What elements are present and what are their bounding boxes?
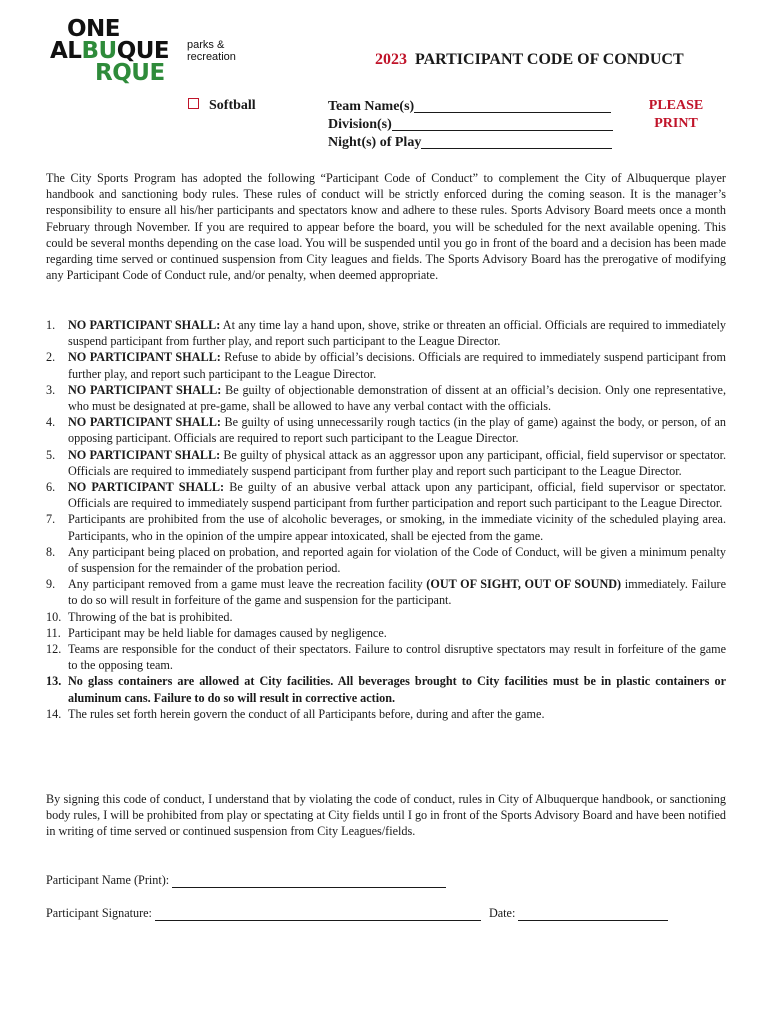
participant-name-input-line[interactable] xyxy=(172,875,446,888)
intro-paragraph: The City Sports Program has adopted the following “Participant Code of Conduct” to complement the City of Albuquerque player handbook and sanctioning body rules. These rules of conduct will be strictly enforced during the coming season. It is the manager’s responsibility to ensure all his/her participants and spectators know and adhere to these rules. Sports Advisory Board meets once a month February through November. If you are required to appear before the board, you will be scheduled for the next available opening. This could be several months depending on the case load. You will be suspended until you go in front of the board and a decision has been made regarding time served or continued suspension from City leagues and fields. The Sports Advisory Board has the prerogative of modifying any Participant Code of Conduct rule, and/or penalty, when deemed appropriate. xyxy=(46,171,726,283)
rule-text: Refuse to abide by official’s decisions. Officials are required to immediately suspend participant from further play, and report such participant to the League Director. xyxy=(68,350,726,381)
rule-number: 12. xyxy=(46,642,62,657)
title-text: PARTICIPANT CODE OF CONDUCT xyxy=(415,51,684,68)
rules-list xyxy=(46,317,726,722)
logo-subtitle xyxy=(187,39,236,63)
rule-text: Participant may be held liable for damages caused by negligence. xyxy=(68,625,387,640)
rule-text: Teams are responsible for the conduct of their spectators. Failure to control disruptive spectators may result in forfeiture of the game to the opposing team. xyxy=(68,642,726,673)
rule-lead: NO PARTICIPANT SHALL: xyxy=(68,447,221,462)
please-print-notice xyxy=(641,97,711,133)
rule-text: Throwing of the bat is prohibited. xyxy=(68,609,233,624)
rule-item xyxy=(46,349,726,381)
rule-item xyxy=(46,625,726,641)
date-input-line[interactable] xyxy=(518,908,668,921)
night-of-play-label: Night(s) of Play xyxy=(328,135,422,150)
rule-lead: NO PARTICIPANT SHALL: xyxy=(68,480,225,495)
sport-label: Softball xyxy=(209,98,256,113)
night-of-play-input-line[interactable] xyxy=(421,134,612,149)
division-label: Division(s) xyxy=(328,117,392,132)
rule-item xyxy=(46,317,726,349)
rule-item xyxy=(46,609,726,625)
rule-lead: NO PARTICIPANT SHALL: xyxy=(68,350,221,365)
rule-text-continued: immediately. Failure to do so will result in forfeiture of the game and suspension for the participant. xyxy=(68,577,727,608)
rule-item xyxy=(46,641,726,673)
rule-number: 11. xyxy=(46,625,61,640)
participant-signature-input-line[interactable] xyxy=(155,908,481,921)
rule-number: 10. xyxy=(46,609,62,624)
rule-item xyxy=(46,544,726,576)
closing-paragraph: By signing this code of conduct, I understand that by violating the code of conduct, rules in City of Albuquerque handbook, or sanctioning body rules, I will be prohibited from play or spectating at City fields until I go in front of the Sports Advisory Board and have been notified in writing of time served or continued suspension from City Leagues/fields. xyxy=(46,792,726,839)
participant-signature-row xyxy=(46,906,668,921)
one-albuquerque-logo xyxy=(50,18,260,90)
document-title xyxy=(375,51,684,69)
rule-item xyxy=(46,479,726,511)
please-text: PLEASE xyxy=(648,98,704,113)
rule-item xyxy=(46,382,726,414)
rule-number: 8. xyxy=(46,544,56,559)
participant-signature-label: Participant Signature: xyxy=(46,906,152,920)
rule-lead: NO PARTICIPANT SHALL: xyxy=(68,382,222,397)
rule-item xyxy=(46,447,726,479)
rule-number: 14. xyxy=(46,706,62,721)
logo-text-albuquerque xyxy=(50,40,169,62)
rule-text: Participants are prohibited from the use of alcoholic beverages, or smoking, in the immediate vicinity of the scheduled playing area. Participants, who in the opinion of the umpire appear intoxicated, shall be ejected from the game. xyxy=(68,512,726,543)
rule-number: 13. xyxy=(46,674,62,689)
logo-subtitle-line1: parks & xyxy=(187,39,225,51)
logo-text-que: QUE xyxy=(116,38,170,64)
logo-text-rque: RQUE xyxy=(95,60,165,86)
logo-text-al: AL xyxy=(50,38,82,64)
rule-number: 5. xyxy=(46,447,56,462)
rule-item xyxy=(46,706,726,722)
rule-number: 9. xyxy=(46,577,56,592)
rule-text: Be guilty of an abusive verbal attack upon any participant, official, field supervisor or spectator. Officials are required to immediately suspend participant from further participation and report such participant to the League Director. xyxy=(68,480,726,511)
rule-text: Be guilty of objectionable demonstration of dissent at an official’s decision. Only one representative, who must be designated at pre-game, shall be allowed to have any verbal contact with the officials. xyxy=(68,382,727,414)
rule-text: Be guilty of physical attack as an aggressor upon any participant, official, field supervisor or spectator. Officials are required to immediately suspend participant from further play and report such participant to the League Director. xyxy=(68,447,727,478)
rule-lead: NO PARTICIPANT SHALL: xyxy=(68,318,221,332)
rule-item xyxy=(46,511,726,543)
rule-text: The rules set forth herein govern the conduct of all Participants before, during and after the game. xyxy=(68,706,545,721)
softball-checkbox[interactable] xyxy=(188,98,199,109)
rule-text: Be guilty of using unnecessarily rough tactics (in the play of game) against the body, or person, of an opposing participant. Officials are required to report such participant to the League Director. xyxy=(68,415,726,446)
rule-number: 4. xyxy=(46,415,56,430)
rule-text: Any participant being placed on probation, and reported again for violation of the Code of Conduct, will be given a minimum penalty of suspension for the remainder of the probation period. xyxy=(68,544,726,576)
team-name-field xyxy=(328,98,613,116)
rule-item xyxy=(46,414,726,446)
print-text: PRINT xyxy=(654,116,698,131)
team-name-label: Team Name(s) xyxy=(328,99,415,114)
rule-text: No glass containers are allowed at City facilities. All beverages brought to City facilities must be in plastic containers or aluminum cans. Failure to do so will result in corrective action. xyxy=(68,674,726,705)
logo-text-bu: BU xyxy=(81,38,117,64)
rule-bold-phrase: (OUT OF SIGHT, OUT OF SOUND) xyxy=(426,577,622,592)
rule-item xyxy=(46,673,726,705)
division-input-line[interactable] xyxy=(392,116,613,131)
rule-number: 3. xyxy=(46,382,56,397)
participant-name-label: Participant Name (Print): xyxy=(46,873,170,887)
rule-text: At any time lay a hand upon, shove, strike or threaten an official. Officials are required to immediately suspend participant from further play, and report such participant to the League Director. xyxy=(68,318,726,349)
team-name-input-line[interactable] xyxy=(414,98,611,113)
participant-name-row xyxy=(46,873,446,888)
rule-item xyxy=(46,576,726,608)
sport-option xyxy=(188,98,256,114)
rule-text: Any participant removed from a game must leave the recreation facility xyxy=(68,577,427,592)
logo-text-one: ONE xyxy=(67,16,121,42)
rule-number: 6. xyxy=(46,480,56,495)
team-info-fields xyxy=(328,98,613,152)
rule-number: 7. xyxy=(46,512,56,527)
title-year: 2023 xyxy=(375,51,407,68)
logo-subtitle-line2: recreation xyxy=(187,51,236,63)
rule-number: 2. xyxy=(46,350,56,365)
night-of-play-field xyxy=(328,134,613,152)
rule-lead: NO PARTICIPANT SHALL: xyxy=(68,415,221,430)
division-field xyxy=(328,116,613,134)
rule-number: 1. xyxy=(46,318,56,332)
date-label: Date: xyxy=(488,906,516,920)
